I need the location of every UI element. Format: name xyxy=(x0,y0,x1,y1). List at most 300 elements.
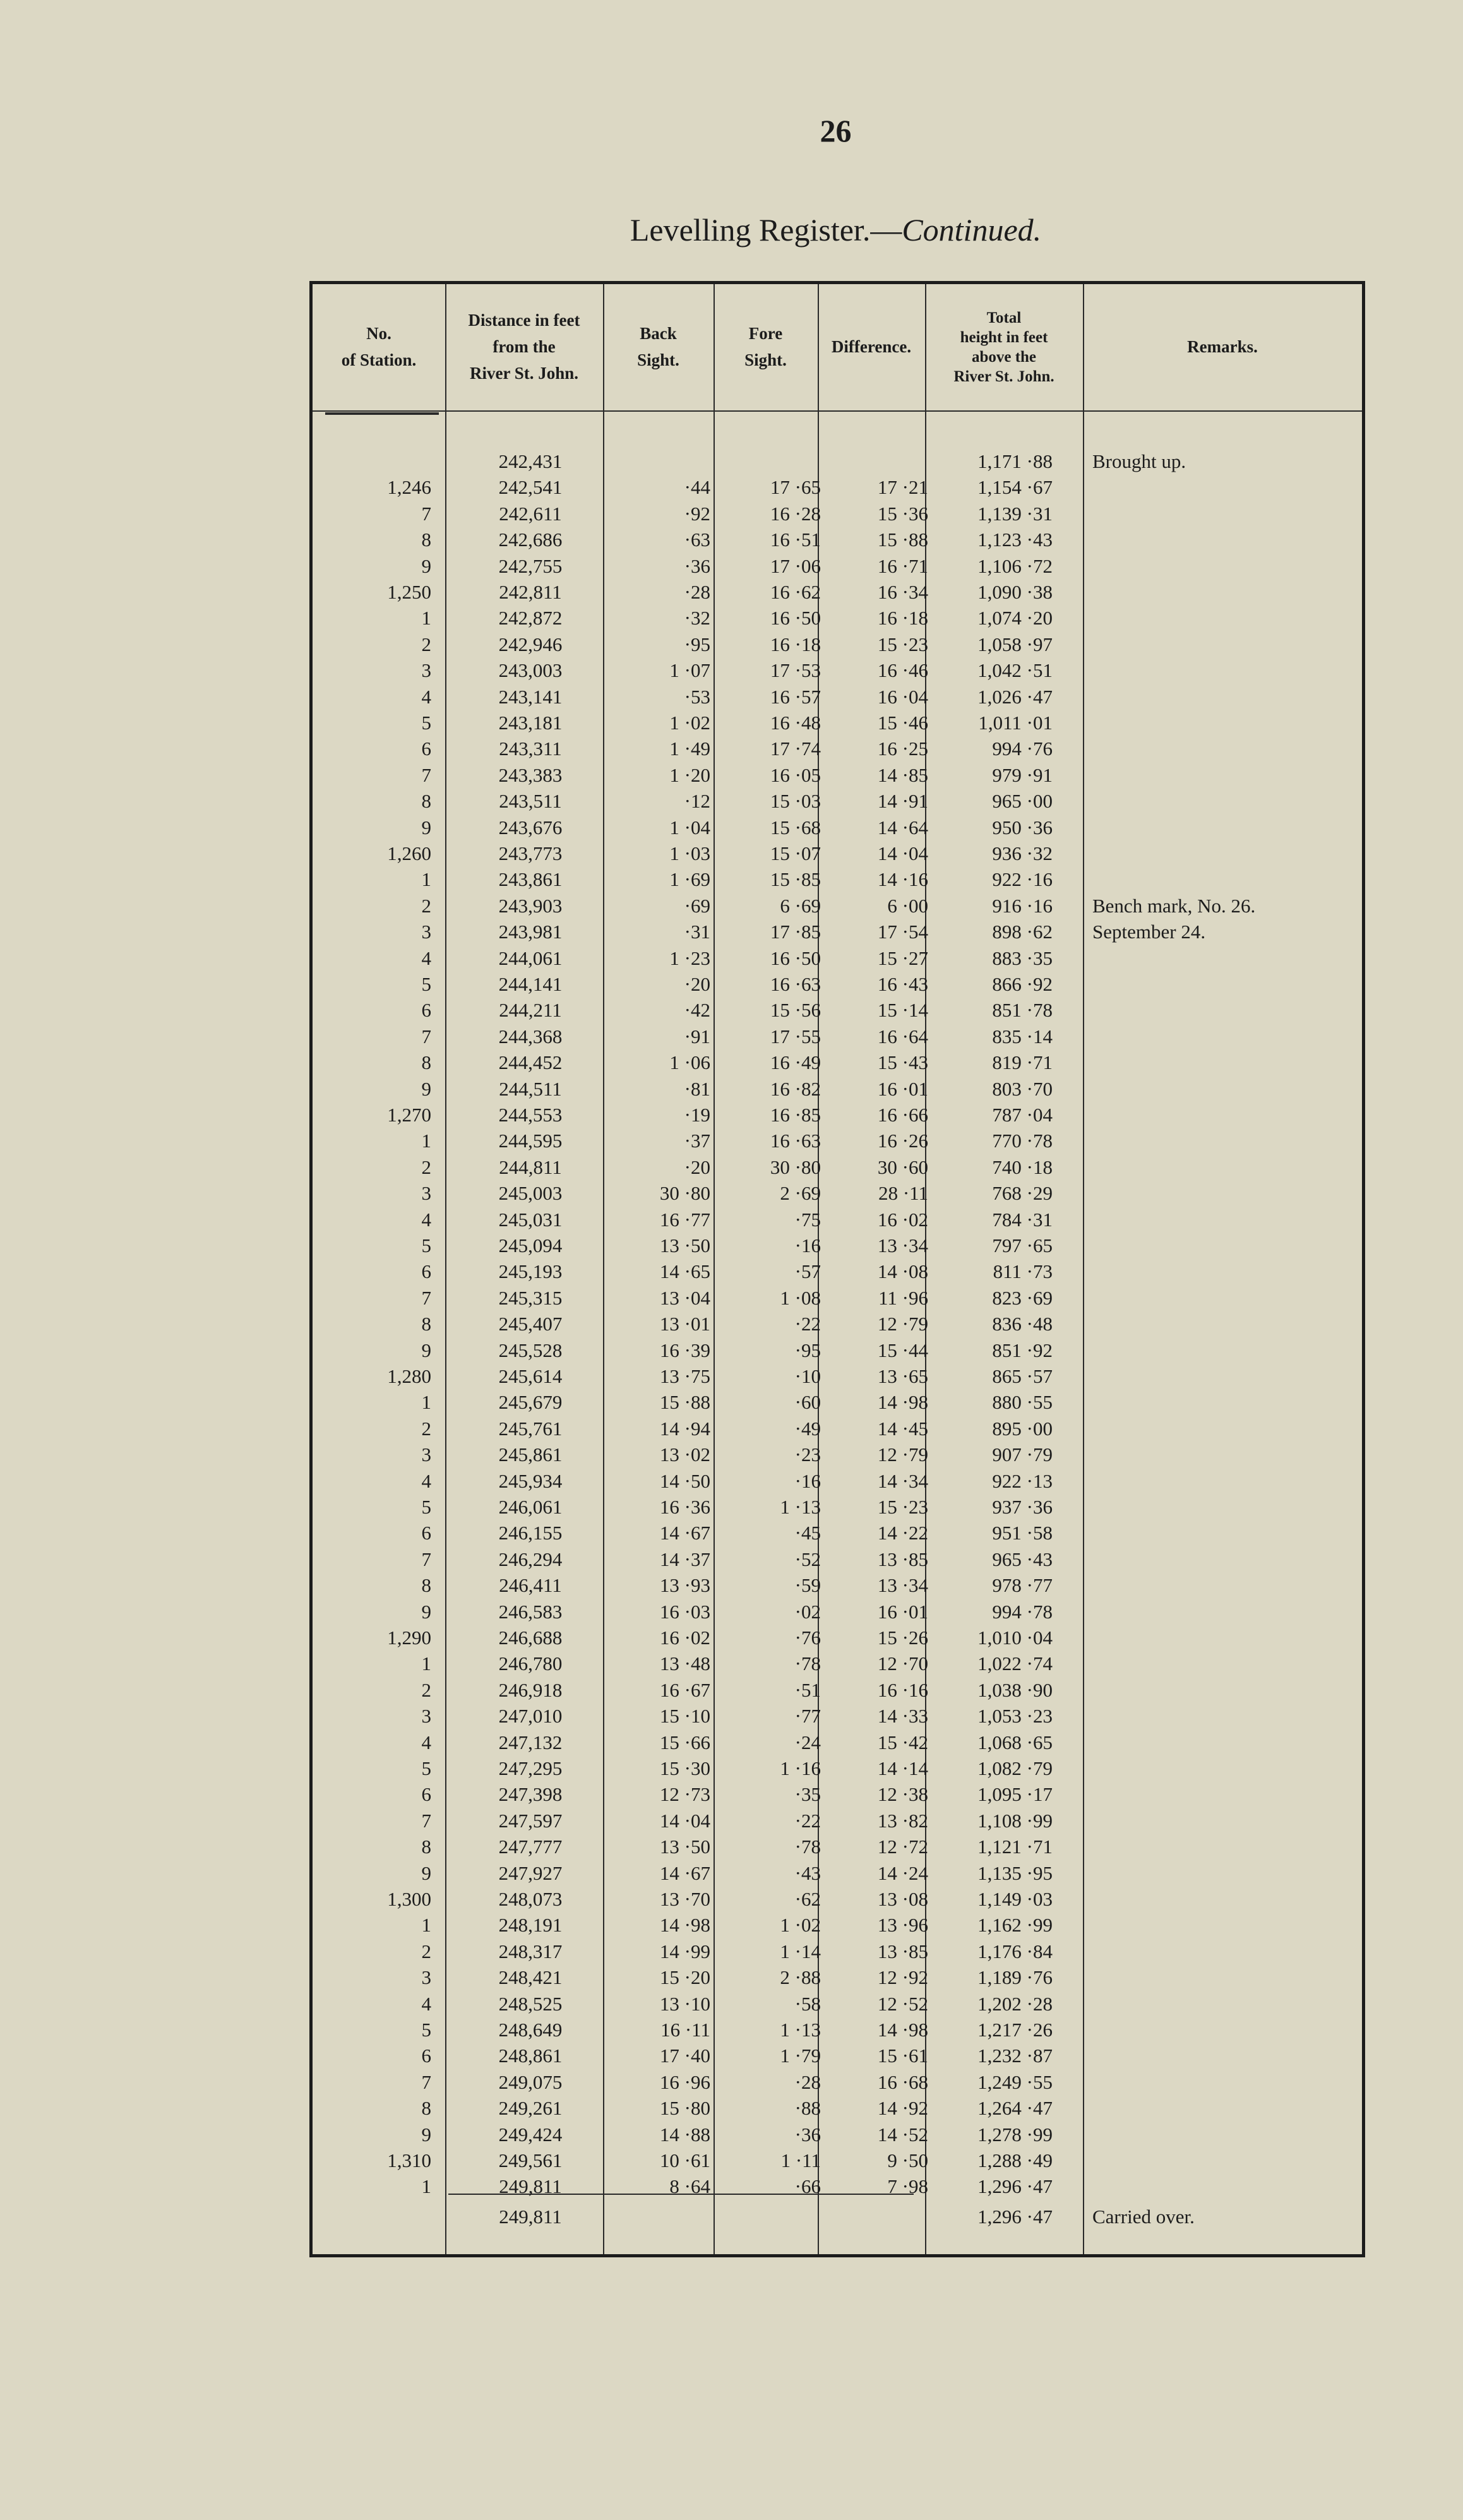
cell-back: 1 ·04 xyxy=(669,816,710,839)
cell-total: 851 ·78 xyxy=(992,999,1053,1022)
cell-no: 9 xyxy=(421,816,431,839)
cell-fore: 16 ·82 xyxy=(770,1077,821,1100)
cell-dist: 244,141 xyxy=(498,973,563,995)
cell-diff: 6 ·00 xyxy=(887,894,928,917)
cell-dist: 245,315 xyxy=(498,1286,563,1309)
cell-total: 965 ·00 xyxy=(992,790,1053,813)
cell-dist: 249,261 xyxy=(498,2097,563,2120)
cell-back: ·53 xyxy=(684,685,710,708)
cell-dist: 246,061 xyxy=(498,1496,563,1518)
cell-dist: 244,061 xyxy=(498,946,563,969)
cell-dist: 247,927 xyxy=(498,1861,563,1884)
cell-diff: 7 ·98 xyxy=(887,2175,928,2198)
cell-fore: ·22 xyxy=(794,1809,821,1832)
cell-total: 979 ·91 xyxy=(992,763,1053,786)
table-row xyxy=(313,1258,1362,1284)
cell-no: 4 xyxy=(421,685,431,708)
cell-total: 1,022 ·74 xyxy=(977,1652,1053,1675)
cell-back: 1 ·07 xyxy=(669,659,710,682)
cell-diff: 15 ·26 xyxy=(877,1627,928,1649)
table-row xyxy=(313,1938,1362,1964)
cell-back: ·20 xyxy=(684,1155,710,1178)
cell-dist: 243,511 xyxy=(499,790,562,813)
cell-no: 6 xyxy=(421,2045,431,2067)
cell-diff: 15 ·23 xyxy=(877,1496,928,1518)
cell-back: 1 ·23 xyxy=(669,946,710,969)
cell-fore: ·43 xyxy=(794,1861,821,1884)
cell-diff: 14 ·98 xyxy=(877,2019,928,2041)
cell-no: 2 xyxy=(421,1417,431,1440)
table-row xyxy=(313,1337,1362,1363)
cell-dist: 243,903 xyxy=(498,894,563,917)
cell-fore: 1 ·14 xyxy=(780,1940,821,1962)
cell-no: 8 xyxy=(421,1574,431,1597)
cell-back: ·63 xyxy=(684,528,710,551)
cell-total: 1,154 ·67 xyxy=(977,476,1053,499)
table-row xyxy=(313,2069,1362,2095)
table-row xyxy=(313,1049,1362,1075)
cell-dist: 243,981 xyxy=(498,921,563,943)
cell-total: 770 ·78 xyxy=(992,1130,1053,1152)
cell-no: 1 xyxy=(421,1914,431,1937)
cell-dist: 247,597 xyxy=(498,1809,563,1832)
cell-no: 6 xyxy=(421,999,431,1022)
cell-total: 880 ·55 xyxy=(992,1391,1053,1414)
cell-diff: 16 ·18 xyxy=(877,607,928,630)
cell-dist: 245,861 xyxy=(498,1443,563,1466)
cell-dist: 246,411 xyxy=(499,1574,562,1597)
cell-no: 4 xyxy=(421,1208,431,1231)
cell-fore: 16 ·50 xyxy=(770,946,821,969)
cell-diff: 13 ·85 xyxy=(877,1548,928,1570)
cell-dist: 246,918 xyxy=(498,1678,563,1701)
cell-total: 787 ·04 xyxy=(992,1104,1053,1126)
cell-no: 1 xyxy=(421,2175,431,2198)
table-row xyxy=(313,1494,1362,1520)
table-row xyxy=(313,1677,1362,1703)
cell-dist: 245,193 xyxy=(498,1260,563,1283)
cell-back: ·91 xyxy=(684,1025,710,1048)
cell-total: 1,095 ·17 xyxy=(977,1783,1053,1806)
cell-fore: 16 ·51 xyxy=(770,528,821,551)
cell-diff: 16 ·66 xyxy=(877,1104,928,1126)
cell-diff: 16 ·16 xyxy=(877,1678,928,1701)
cell-diff: 15 ·42 xyxy=(877,1731,928,1753)
cell-no: 6 xyxy=(421,737,431,760)
cell-no: 2 xyxy=(421,1155,431,1178)
cell-total: 784 ·31 xyxy=(992,1208,1053,1231)
cell-fore: 17 ·85 xyxy=(770,921,821,943)
cell-no: 7 xyxy=(421,2070,431,2093)
table-row xyxy=(313,657,1362,683)
cell-total: 1,026 ·47 xyxy=(977,685,1053,708)
cell-back: 1 ·02 xyxy=(669,712,710,734)
table-row xyxy=(313,1389,1362,1415)
cell-back: ·20 xyxy=(684,973,710,995)
cell-total: 1,296 ·47 xyxy=(977,2175,1053,2198)
cell-diff: 16 ·43 xyxy=(877,973,928,995)
cell-dist: 244,452 xyxy=(498,1051,563,1074)
cell-total: 768 ·29 xyxy=(992,1182,1053,1205)
cell-diff: 16 ·01 xyxy=(877,1077,928,1100)
cell-total: 994 ·76 xyxy=(992,737,1053,760)
cell-diff: 17 ·21 xyxy=(877,476,928,499)
cell-total: 937 ·36 xyxy=(992,1496,1053,1518)
cell-total: 865 ·57 xyxy=(992,1365,1053,1387)
cell-diff: 16 ·01 xyxy=(877,1600,928,1623)
cell-total: 1,217 ·26 xyxy=(977,2019,1053,2041)
cell-no: 2 xyxy=(421,633,431,655)
cell-diff: 14 ·91 xyxy=(877,790,928,813)
cell-no: 3 xyxy=(421,921,431,943)
cell-back: 13 ·48 xyxy=(659,1652,710,1675)
cell-fore: ·16 xyxy=(794,1234,821,1257)
cell-diff: 14 ·33 xyxy=(877,1705,928,1728)
table-row xyxy=(313,1102,1362,1128)
cell-total: 950 ·36 xyxy=(992,816,1053,839)
cell-dist: 243,311 xyxy=(499,737,562,760)
cell-dist: 248,421 xyxy=(498,1966,563,1989)
cell-back: 13 ·02 xyxy=(659,1443,710,1466)
cell-fore: 6 ·69 xyxy=(780,894,821,917)
cell-diff: 14 ·08 xyxy=(877,1260,928,1283)
table-row xyxy=(313,1729,1362,1755)
cell-fore: 17 ·53 xyxy=(770,659,821,682)
cell-dist: 248,649 xyxy=(498,2019,563,2041)
header-total-height: Total height in feet above the River St. John. xyxy=(953,309,1054,386)
summary-row xyxy=(313,2204,1362,2230)
cell-no: 1 xyxy=(421,1130,431,1152)
cell-back: 14 ·65 xyxy=(659,1260,710,1283)
cell-total: 895 ·00 xyxy=(992,1417,1053,1440)
cell-dist: 245,407 xyxy=(498,1313,563,1335)
cell-back: ·81 xyxy=(684,1077,710,1100)
cell-total: 1,090 ·38 xyxy=(977,581,1053,603)
cell-back: 16 ·77 xyxy=(659,1208,710,1231)
cell-no: 8 xyxy=(421,1836,431,1858)
cell-fore: 16 ·18 xyxy=(770,633,821,655)
cell-no: 9 xyxy=(421,2123,431,2146)
cell-total: 1,108 ·99 xyxy=(977,1809,1053,1832)
cell-total: 1,135 ·95 xyxy=(977,1861,1053,1884)
table-row xyxy=(313,474,1362,500)
cell-total: 883 ·35 xyxy=(992,946,1053,969)
cell-total: 907 ·79 xyxy=(992,1443,1053,1466)
cell-fore: 16 ·05 xyxy=(770,763,821,786)
table-row xyxy=(313,1416,1362,1442)
cell-back: 10 ·61 xyxy=(659,2149,710,2171)
cell-fore: ·36 xyxy=(794,2123,821,2146)
table-row xyxy=(313,1442,1362,1467)
cell-no: 1 xyxy=(421,868,431,891)
cell-fore: 17 ·74 xyxy=(770,737,821,760)
page-title xyxy=(0,212,1463,248)
table-row xyxy=(313,1076,1362,1102)
cell-total: 1,074 ·20 xyxy=(977,607,1053,630)
cell-back: 15 ·66 xyxy=(659,1731,710,1753)
cell-back: 30 ·80 xyxy=(659,1182,710,1205)
cell-no: 4 xyxy=(421,1992,431,2015)
cell-fore: ·16 xyxy=(794,1469,821,1492)
cell-back: 1 ·20 xyxy=(669,763,710,786)
cell-back: 13 ·75 xyxy=(659,1365,710,1387)
cell-total: 1,010 ·04 xyxy=(977,1627,1053,1649)
cell-fore: ·49 xyxy=(794,1417,821,1440)
cell-diff: 14 ·98 xyxy=(877,1391,928,1414)
cell-total: 936 ·32 xyxy=(992,842,1053,864)
cell-total: 1,042 ·51 xyxy=(977,659,1053,682)
cell-diff: 15 ·61 xyxy=(877,2045,928,2067)
cell-diff: 12 ·92 xyxy=(877,1966,928,1989)
table-row xyxy=(313,448,1362,474)
cell-fore: 15 ·07 xyxy=(770,842,821,864)
cell-no: 5 xyxy=(421,1757,431,1779)
table-row xyxy=(313,919,1362,945)
cell-no: 7 xyxy=(421,1286,431,1309)
cell-fore: ·35 xyxy=(794,1783,821,1806)
cell-fore: ·77 xyxy=(794,1705,821,1728)
cell-no: 3 xyxy=(421,659,431,682)
table-row xyxy=(313,1860,1362,1886)
cell-fore: ·51 xyxy=(794,1678,821,1701)
cell-total: 740 ·18 xyxy=(992,1155,1053,1178)
cell-dist: 246,155 xyxy=(498,1522,563,1544)
cell-fore: ·95 xyxy=(794,1339,821,1361)
cell-fore: ·60 xyxy=(794,1391,821,1414)
cell-back: 16 ·02 xyxy=(659,1627,710,1649)
cell-back: 14 ·98 xyxy=(659,1914,710,1937)
cell-fore: 15 ·85 xyxy=(770,868,821,891)
summary-total: 1,296 ·47 xyxy=(977,2206,1053,2228)
cell-no: 5 xyxy=(421,1496,431,1518)
cell-dist: 243,003 xyxy=(498,659,563,682)
table-row xyxy=(313,1651,1362,1676)
cell-diff: 17 ·54 xyxy=(877,921,928,943)
cell-back: ·37 xyxy=(684,1130,710,1152)
summary-distance: 249,811 xyxy=(499,2206,562,2228)
cell-total: 1,288 ·49 xyxy=(977,2149,1053,2171)
table-row xyxy=(313,866,1362,892)
cell-no: 9 xyxy=(421,1600,431,1623)
cell-dist: 245,761 xyxy=(498,1417,563,1440)
cell-total: 922 ·16 xyxy=(992,868,1053,891)
cell-total: 1,189 ·76 xyxy=(977,1966,1053,1989)
cell-fore: 1 ·79 xyxy=(780,2045,821,2067)
cell-diff: 16 ·71 xyxy=(877,554,928,577)
cell-dist: 249,075 xyxy=(498,2070,563,2093)
header-distance: Distance in feet from the River St. John. xyxy=(468,311,580,383)
cell-back: ·31 xyxy=(684,921,710,943)
cell-dist: 245,934 xyxy=(498,1469,563,1492)
cell-fore: 15 ·56 xyxy=(770,999,821,1022)
cell-dist: 249,424 xyxy=(498,2123,563,2146)
cell-back: 16 ·03 xyxy=(659,1600,710,1623)
cell-dist: 242,755 xyxy=(498,554,563,577)
table-row xyxy=(313,2173,1362,2199)
cell-total: 1,106 ·72 xyxy=(977,554,1053,577)
cell-fore: 15 ·03 xyxy=(770,790,821,813)
cell-no: 8 xyxy=(421,1313,431,1335)
table-row xyxy=(313,1128,1362,1154)
cell-fore: ·88 xyxy=(794,2097,821,2120)
table-row xyxy=(313,2147,1362,2173)
cell-back: 14 ·88 xyxy=(659,2123,710,2146)
cell-back: 14 ·99 xyxy=(659,1940,710,1962)
cell-total: 1,053 ·23 xyxy=(977,1705,1053,1728)
table-row xyxy=(313,1285,1362,1311)
cell-back: 15 ·88 xyxy=(659,1391,710,1414)
cell-back: 1 ·69 xyxy=(669,868,710,891)
table-row xyxy=(313,1468,1362,1494)
cell-total: 1,123 ·43 xyxy=(977,528,1053,551)
cell-diff: 12 ·72 xyxy=(877,1836,928,1858)
table-row xyxy=(313,2122,1362,2147)
cell-total: 951 ·58 xyxy=(992,1522,1053,1544)
cell-diff: 9 ·50 xyxy=(887,2149,928,2171)
cell-no: 1 xyxy=(421,607,431,630)
cell-back: 8 ·64 xyxy=(669,2175,710,2198)
cell-back: 14 ·37 xyxy=(659,1548,710,1570)
cell-back: 14 ·04 xyxy=(659,1809,710,1832)
cell-diff: 15 ·43 xyxy=(877,1051,928,1074)
cell-back: 15 ·10 xyxy=(659,1705,710,1728)
cell-diff: 13 ·34 xyxy=(877,1574,928,1597)
cell-total: 1,058 ·97 xyxy=(977,633,1053,655)
cell-diff: 13 ·34 xyxy=(877,1234,928,1257)
cell-dist: 242,541 xyxy=(498,476,563,499)
cell-diff: 14 ·64 xyxy=(877,816,928,839)
cell-fore: ·57 xyxy=(794,1260,821,1283)
cell-dist: 244,511 xyxy=(499,1077,562,1100)
cell-no: 1,280 xyxy=(387,1365,431,1387)
cell-total: 1,038 ·90 xyxy=(977,1678,1053,1701)
table-row xyxy=(313,1546,1362,1572)
cell-dist: 245,614 xyxy=(498,1365,563,1387)
cell-no: 8 xyxy=(421,528,431,551)
cell-no: 3 xyxy=(421,1443,431,1466)
cell-diff: 16 ·68 xyxy=(877,2070,928,2093)
cell-diff: 13 ·85 xyxy=(877,1940,928,1962)
cell-back: 13 ·04 xyxy=(659,1286,710,1309)
cell-total: 898 ·62 xyxy=(992,921,1053,943)
cell-back: 17 ·40 xyxy=(659,2045,710,2067)
cell-no: 5 xyxy=(421,712,431,734)
cell-no: 9 xyxy=(421,1861,431,1884)
table-row xyxy=(313,1599,1362,1625)
cell-fore: 16 ·63 xyxy=(770,1130,821,1152)
cell-dist: 247,398 xyxy=(498,1783,563,1806)
cell-dist: 246,688 xyxy=(498,1627,563,1649)
table-row xyxy=(313,1233,1362,1258)
cell-dist: 244,553 xyxy=(498,1104,563,1126)
cell-total: 797 ·65 xyxy=(992,1234,1053,1257)
cell-dist: 243,773 xyxy=(498,842,563,864)
cell-dist: 244,211 xyxy=(499,999,562,1022)
table-row xyxy=(313,631,1362,657)
cell-fore: 16 ·49 xyxy=(770,1051,821,1074)
table-row xyxy=(313,1625,1362,1651)
cell-no: 4 xyxy=(421,946,431,969)
cell-diff: 12 ·79 xyxy=(877,1313,928,1335)
cell-fore: ·75 xyxy=(794,1208,821,1231)
cell-no: 7 xyxy=(421,763,431,786)
cell-fore: ·22 xyxy=(794,1313,821,1335)
cell-diff: 14 ·92 xyxy=(877,2097,928,2120)
table-row xyxy=(313,945,1362,971)
cell-total: 1,011 ·01 xyxy=(978,712,1053,734)
cell-dist: 246,583 xyxy=(498,1600,563,1623)
cell-no: 8 xyxy=(421,2097,431,2120)
cell-fore: 16 ·57 xyxy=(770,685,821,708)
cell-total: 1,249 ·55 xyxy=(977,2070,1053,2093)
cell-back: 1 ·03 xyxy=(669,842,710,864)
cell-fore: ·24 xyxy=(794,1731,821,1753)
cell-no: 6 xyxy=(421,1783,431,1806)
cell-back: 16 ·36 xyxy=(659,1496,710,1518)
cell-diff: 16 ·26 xyxy=(877,1130,928,1152)
cell-fore: 30 ·80 xyxy=(770,1155,821,1178)
cell-back: ·69 xyxy=(684,894,710,917)
cell-fore: ·78 xyxy=(794,1652,821,1675)
cell-no: 5 xyxy=(421,1234,431,1257)
table-row xyxy=(313,1154,1362,1180)
page-number: 26 xyxy=(820,113,852,148)
cell-back: 16 ·96 xyxy=(659,2070,710,2093)
cell-total: 1,232 ·87 xyxy=(977,2045,1053,2067)
cell-diff: 14 ·16 xyxy=(877,868,928,891)
cell-no: 1,246 xyxy=(387,476,431,499)
cell-fore: 17 ·06 xyxy=(770,554,821,577)
cell-no: 6 xyxy=(421,1522,431,1544)
cell-back: 14 ·67 xyxy=(659,1861,710,1884)
cell-fore: ·02 xyxy=(794,1600,821,1623)
cell-total: 1,176 ·84 xyxy=(977,1940,1053,1962)
cell-dist: 244,368 xyxy=(498,1025,563,1048)
cell-dist: 248,073 xyxy=(498,1888,563,1910)
table-row xyxy=(313,2017,1362,2043)
cell-back: ·36 xyxy=(684,554,710,577)
cell-total: 1,264 ·47 xyxy=(977,2097,1053,2120)
cell-dist: 245,003 xyxy=(498,1182,563,1205)
cell-dist: 248,861 xyxy=(498,2045,563,2067)
table-row xyxy=(313,684,1362,710)
cell-diff: 15 ·36 xyxy=(877,502,928,525)
cell-dist: 244,595 xyxy=(498,1130,563,1152)
cell-total: 1,068 ·65 xyxy=(977,1731,1053,1753)
cell-dist: 242,431 xyxy=(498,450,563,472)
cell-back: 14 ·50 xyxy=(659,1469,710,1492)
cell-diff: 14 ·52 xyxy=(877,2123,928,2146)
title-italic: Continued. xyxy=(902,212,1042,248)
cell-total: 1,149 ·03 xyxy=(977,1888,1053,1910)
cell-diff: 13 ·65 xyxy=(877,1365,928,1387)
cell-total: 1,171 ·88 xyxy=(977,450,1053,472)
cell-total: 994 ·78 xyxy=(992,1600,1053,1623)
cell-no: 5 xyxy=(421,973,431,995)
cell-fore: 17 ·65 xyxy=(770,476,821,499)
cell-total: 1,082 ·79 xyxy=(977,1757,1053,1779)
cell-fore: 1 ·13 xyxy=(780,1496,821,1518)
cell-no: 6 xyxy=(421,1260,431,1283)
cell-no: 1 xyxy=(421,1652,431,1675)
cell-diff: 12 ·79 xyxy=(877,1443,928,1466)
table-row xyxy=(313,1808,1362,1834)
cell-fore: ·66 xyxy=(794,2175,821,2198)
cell-fore: 16 ·85 xyxy=(770,1104,821,1126)
table-row xyxy=(313,762,1362,788)
cell-fore: ·59 xyxy=(794,1574,821,1597)
cell-diff: 12 ·38 xyxy=(877,1783,928,1806)
